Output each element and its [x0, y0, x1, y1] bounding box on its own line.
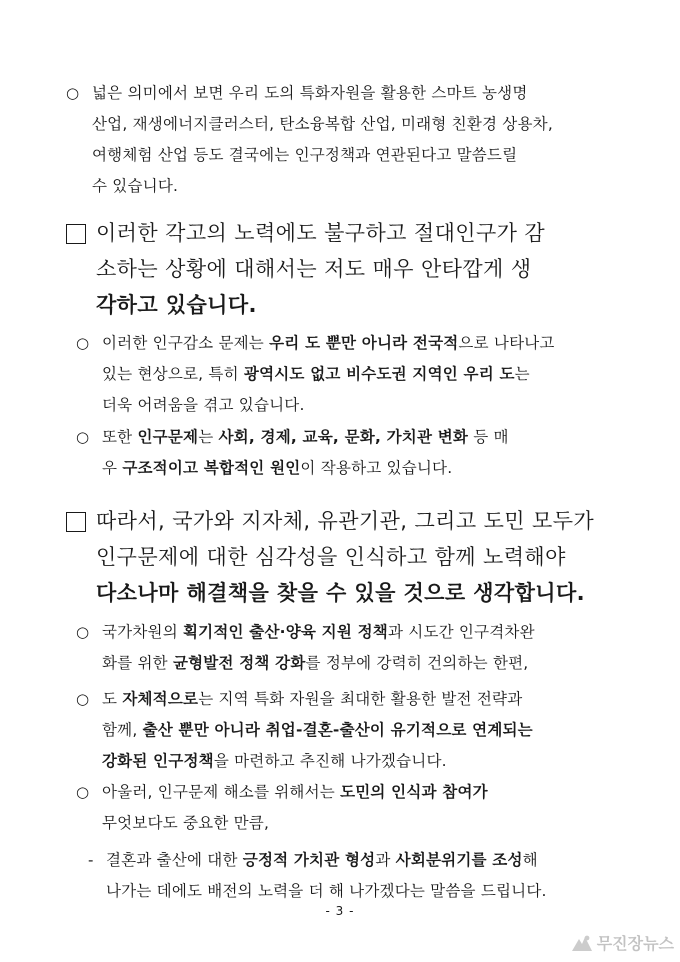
text-line: 또한 인구문제는 사회, 경제, 교육, 문화, 가치관 변화 등 매: [102, 428, 509, 446]
text-line: 넓은 의미에서 보면 우리 도의 특화자원을 활용한 스마트 농생명: [92, 84, 528, 102]
bullet-paragraph-5: [76, 684, 626, 777]
dash-paragraph-1: [88, 845, 628, 907]
heading-line: 다소나마 해결책을 찾을 수 있을 것으로 생각합니다.: [96, 581, 586, 605]
text-line: 더욱 어려움을 겪고 있습니다.: [102, 396, 305, 414]
bullet-paragraph-1: [66, 78, 626, 202]
page-number: - 3 -: [325, 904, 355, 918]
dash-bullet: -: [88, 851, 94, 869]
text-line: 무엇보다도 중요한 만큼,: [102, 814, 270, 832]
text-line: 여행체험 산업 등도 결국에는 인구정책과 연관된다고 말씀드릴: [92, 146, 518, 164]
circle-bullet: ○: [76, 428, 90, 446]
circle-bullet: ○: [76, 783, 90, 801]
mountain-logo-icon: [571, 934, 593, 952]
bullet-paragraph-6: [76, 777, 626, 839]
text-line: 아울러, 인구문제 해소를 위해서는 도민의 인식과 참여가: [102, 783, 488, 801]
bullet-paragraph-4: [76, 617, 626, 679]
square-bullet: [66, 512, 86, 532]
circle-bullet: ○: [76, 334, 90, 352]
circle-bullet: ○: [66, 84, 80, 102]
text-line: 이러한 인구감소 문제는 우리 도 뿐만 아니라 전국적으로 나타나고: [102, 334, 555, 352]
square-bullet: [66, 224, 86, 244]
text-line: 강화된 인구정책을 마련하고 추진해 나가겠습니다.: [102, 752, 447, 770]
circle-bullet: ○: [76, 623, 90, 641]
heading-line: 이러한 각고의 노력에도 불구하고 절대인구가 감: [96, 221, 546, 245]
bullet-paragraph-2: [76, 328, 626, 421]
text-line: 나가는 데에도 배전의 노력을 더 해 나가겠다는 말씀을 드립니다.: [106, 882, 547, 900]
watermark-text: 무진장뉴스: [596, 934, 674, 953]
text-line: 우 구조적이고 복합적인 원인이 작용하고 있습니다.: [102, 459, 453, 477]
heading-line: 각하고 있습니다.: [96, 293, 257, 317]
text-line: 함께, 출산 뿐만 아니라 취업-결혼-출산이 유기적으로 연계되는: [102, 721, 533, 739]
square-heading-1: [66, 215, 626, 323]
text-line: 수 있습니다.: [92, 177, 179, 195]
text-line: 있는 현상으로, 특히 광역시도 없고 비수도권 지역인 우리 도는: [102, 365, 530, 383]
heading-line: 소하는 상황에 대해서는 저도 매우 안타깝게 생: [96, 257, 532, 281]
text-line: 도 자체적으로는 지역 특화 자원을 최대한 활용한 발전 전략과: [102, 690, 523, 708]
heading-line: 인구문제에 대한 심각성을 인식하고 함께 노력해야: [96, 545, 566, 569]
square-heading-2: [66, 503, 626, 611]
circle-bullet: ○: [76, 690, 90, 708]
text-line: 국가차원의 획기적인 출산·양육 지원 정책과 시도간 인구격차완: [102, 623, 535, 641]
bullet-paragraph-3: [76, 422, 626, 484]
text-line: 결혼과 출산에 대한 긍정적 가치관 형성과 사회분위기를 조성해: [106, 851, 538, 869]
text-line: 화를 위한 균형발전 정책 강화를 정부에 강력히 건의하는 한편,: [102, 654, 529, 672]
watermark: [571, 931, 674, 954]
heading-line: 따라서, 국가와 지자체, 유관기관, 그리고 도민 모두가: [96, 509, 595, 533]
text-line: 산업, 재생에너지클러스터, 탄소융복합 산업, 미래형 친환경 상용차,: [92, 115, 553, 133]
